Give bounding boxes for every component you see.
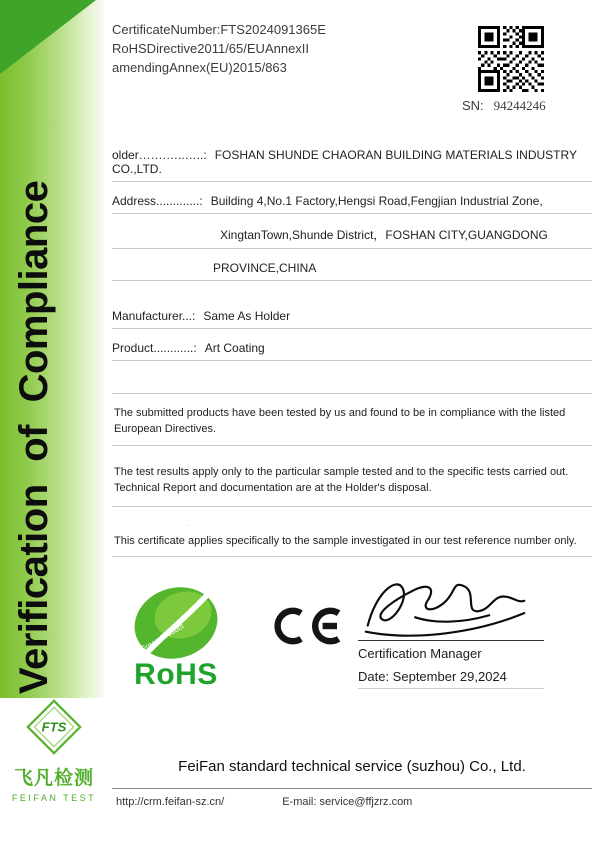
signature-scribble-icon xyxy=(358,572,534,642)
brand-name-english: FEIFAN TEST xyxy=(11,793,97,803)
signature-date: Date: September 29,2024 xyxy=(358,669,544,689)
address-row-2 xyxy=(112,214,592,249)
main-content xyxy=(112,0,592,845)
product-value: Art Coating xyxy=(204,341,265,355)
holder-label: older…….…..…..: xyxy=(112,148,207,162)
certificate-title: Verification of Compliance xyxy=(12,180,56,694)
brand-name-chinese: 飞凡检测 xyxy=(13,768,94,789)
address-row-1 xyxy=(112,182,592,214)
address-value-line2: XingtanTown,Shunde District，FOSHAN CITY,GUANGDONG xyxy=(220,228,548,242)
sn-label: SN: xyxy=(462,98,484,113)
serial-number xyxy=(462,98,546,114)
manufacturer-row xyxy=(112,297,592,329)
product-row xyxy=(112,329,592,361)
brand-block xyxy=(8,698,100,803)
rohs-leaf-icon xyxy=(126,580,226,666)
certificate-header xyxy=(112,20,326,77)
email-link[interactable]: E-mail: service@ffjzrz.com xyxy=(282,796,413,808)
statement-scope: The test results apply only to the particular sample tested and to the specific tests carried out. Technical Report and documentation are at the Holder's disposal. xyxy=(112,446,592,507)
product-label: Product............: xyxy=(112,341,197,355)
address-value-line1: Building 4,No.1 Factory,Hengsi Road,Fengjian Industrial Zone, xyxy=(210,194,543,208)
footer-company: FeiFan standard technical service (suzhou) Co., Ltd. xyxy=(178,758,526,775)
ce-mark xyxy=(188,526,342,651)
footer-divider xyxy=(112,788,592,789)
address-label: Address.............: xyxy=(112,194,203,208)
signature-title: Certification Manager xyxy=(358,640,544,661)
rohs-banner-text: Green Product xyxy=(138,621,186,654)
footer-links xyxy=(116,796,592,808)
holder-value: FOSHAN SHUNDE CHAORAN BUILDING MATERIALS INDUSTRY CO.,LTD. xyxy=(112,148,577,176)
fts-diamond-logo-icon xyxy=(25,698,83,756)
statements-section xyxy=(112,392,592,557)
rohs-label: RoHS xyxy=(134,658,218,691)
address-value-line3: PROVINCE,CHINA xyxy=(213,261,317,275)
signature-block xyxy=(358,572,544,689)
fts-logo-text: FTS xyxy=(41,719,67,735)
sn-value: 94244246 xyxy=(493,98,546,113)
ce-mark-icon xyxy=(188,526,342,646)
manufacturer-label: Manufacturer...: xyxy=(112,309,196,323)
empty-form-row xyxy=(112,361,592,394)
rohs-logo xyxy=(118,572,234,692)
address-row-3 xyxy=(112,249,592,281)
fields-section xyxy=(112,136,592,394)
website-link[interactable]: http://crm.feifan-sz.cn/ xyxy=(116,796,225,808)
directive-line: RoHSDirective2011/65/EUAnnexII xyxy=(112,41,310,56)
certificate-number: CertificateNumber:FTS2024091365E xyxy=(112,22,326,37)
ce-label-text: CE xyxy=(188,526,190,527)
statement-reference: This certificate applies specifically to the sample investigated in our test reference number only. xyxy=(112,507,592,557)
directive-amendment: amendingAnnex(EU)2015/863 xyxy=(112,60,287,75)
holder-row xyxy=(112,136,592,182)
qr-code xyxy=(478,26,544,92)
statement-compliance: The submitted products have been tested by us and found to be in compliance with the listed European Directives. xyxy=(112,392,592,446)
manufacturer-value: Same As Holder xyxy=(203,309,291,323)
